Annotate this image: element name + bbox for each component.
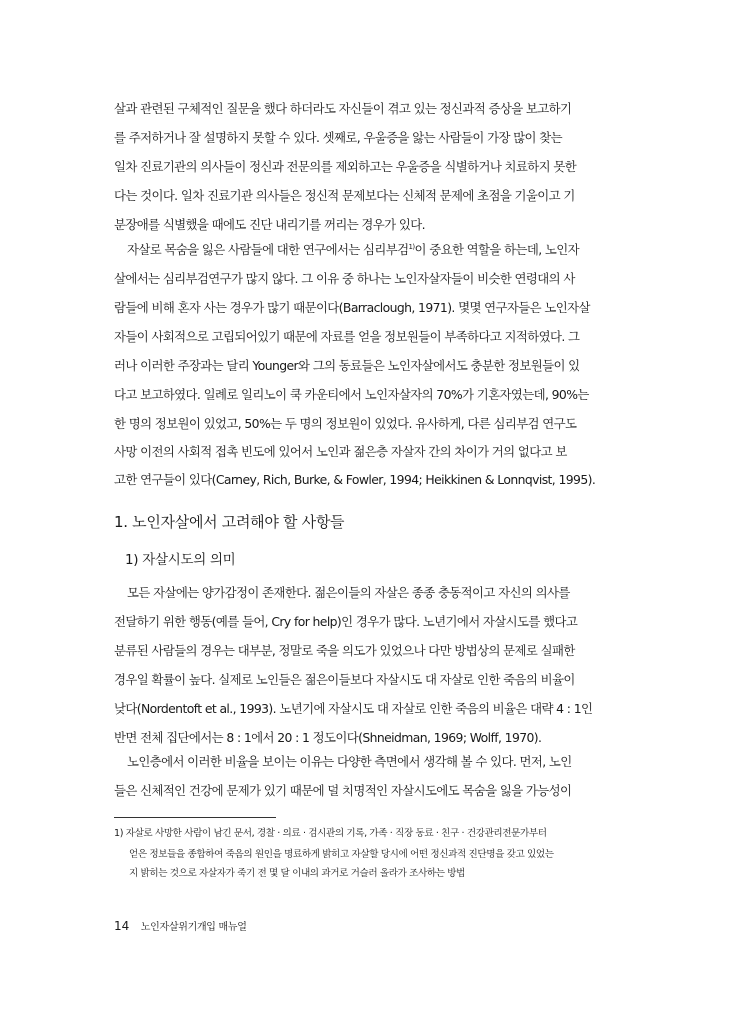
body-text-line: 러나 이러한 주장과는 달리 Younger와 그의 동료들은 노인자살에서도 충분한 정보원들이 있 — [114, 358, 580, 373]
subsection-heading: 1) 자살시도의 의미 — [125, 552, 236, 568]
body-text-line: 다는 것이다. 일차 진료기관 의사들은 정신적 문제보다는 신체적 문제에 초점을 기울이고 기 — [114, 188, 575, 203]
footnote-divider — [114, 817, 276, 818]
body-text-line: 분류된 사람들의 경우는 대부분, 정말로 죽을 의도가 있었으나 다만 방법상의 문제로 실패한 — [114, 643, 575, 658]
body-text-line: 한 명의 정보원이 있었고, 50%는 두 명의 정보원이 있었다. 유사하게, 다른 심리부검 연구도 — [114, 416, 577, 431]
body-text-line: 사망 이전의 사회적 접촉 빈도에 있어서 노인과 젊은층 자살자 간의 차이가 거의 없다고 보 — [114, 444, 567, 459]
body-text-line: 살과 관련된 구체적인 질문을 했다 하더라도 자신들이 겪고 있는 정신과적 증상을 보고하기 — [114, 101, 572, 116]
page-number: 14 — [114, 919, 130, 933]
body-text-line: 모든 자살에는 양가감정이 존재한다. 젊은이들의 자살은 종종 충동적이고 자신의 의사를 — [127, 585, 570, 600]
body-text-line: 경우일 확률이 높다. 실제로 노인들은 젊은이들보다 자살시도 대 자살로 인한 죽음의 비율이 — [114, 672, 575, 687]
book-title: 노인자살위기개입 매뉴얼 — [140, 922, 247, 933]
body-text-line — [127, 241, 636, 259]
body-text-line: 를 주저하거나 잘 설명하지 못할 수 있다. 셋째로, 우울증을 앓는 사람들이 가장 많이 찾는 — [114, 130, 563, 145]
body-text-line: 살에서는 심리부검연구가 많지 않다. 그 이유 중 하나는 노인자살자들이 비슷한 연령대의 사 — [114, 271, 575, 286]
body-text-line: 고한 연구들이 있다(Carney, Rich, Burke, & Fowler, 1994; Heikkinen & Lonnqvist, 1995). — [114, 472, 596, 487]
body-text-line: 들은 신체적인 건강에 문제가 있기 때문에 덜 치명적인 자살시도에도 목숨을 잃을 가능성이 — [114, 783, 572, 798]
body-text-line: 자들이 사회적으로 고립되어있기 때문에 자료를 얻을 정보원들이 부족하다고 지적하였다. 그 — [114, 329, 580, 344]
body-text-line: 반면 전체 집단에서는 8 : 1에서 20 : 1 정도이다(Shneidman, 1969; Wolff, 1970). — [114, 730, 542, 745]
footnote-line: 지 밝히는 것으로 자살자가 죽기 전 몇 달 이내의 과거로 거슬러 올라가 조사하는 방법 — [129, 868, 465, 879]
body-text-line: 낮다(Nordentoft et al., 1993). 노년기에 자살시도 대 자살로 인한 죽음의 비율은 대략 4 : 1인 — [114, 701, 593, 716]
body-text-line: 람들에 비해 혼자 사는 경우가 많기 때문이다(Barraclough, 1971). 몇몇 연구자들은 노인자살 — [114, 300, 590, 315]
body-text-span: 자살로 목숨을 잃은 사람들에 대한 연구에서는 심리부검 — [127, 242, 409, 257]
footnote-line: 얻은 정보들을 종합하여 죽음의 원인을 명료하게 밝히고 자살할 당시에 어떤 정신과적 진단명을 갖고 있었는 — [129, 849, 554, 860]
body-text-line: 전달하기 위한 행동(예를 들어, Cry for help)인 경우가 많다. 노년기에서 자살시도를 했다고 — [114, 614, 578, 629]
body-text-line: 분장애를 식별했을 때에도 진단 내리기를 꺼리는 경우가 있다. — [114, 217, 425, 232]
body-text-line: 다고 보고하였다. 일례로 일리노이 쿡 카운티에서 노인자살자의 70%가 기혼자였는데, 90%는 — [114, 387, 589, 402]
body-text-line: 일차 진료기관의 의사들이 정신과 전문의를 제외하고는 우울증을 식별하거나 치료하지 못한 — [114, 159, 577, 174]
footnote-reference: 1) — [408, 242, 415, 251]
body-text-line: 노인층에서 이러한 비율을 보이는 이유는 다양한 측면에서 생각해 볼 수 있다. 먼저, 노인 — [127, 754, 572, 769]
body-text-span: 이 중요한 역할을 하는데, 노인자 — [414, 242, 580, 257]
section-heading: 1. 노인자살에서 고려해야 할 사항들 — [114, 513, 345, 531]
footnote-line: 1) 자살로 사망한 사람이 남긴 문서, 경찰 · 의료 · 검시관의 기록, 가족 · 직장 동료 · 친구 · 건강관리전문가부터 — [114, 828, 547, 839]
page-footer — [114, 918, 247, 933]
